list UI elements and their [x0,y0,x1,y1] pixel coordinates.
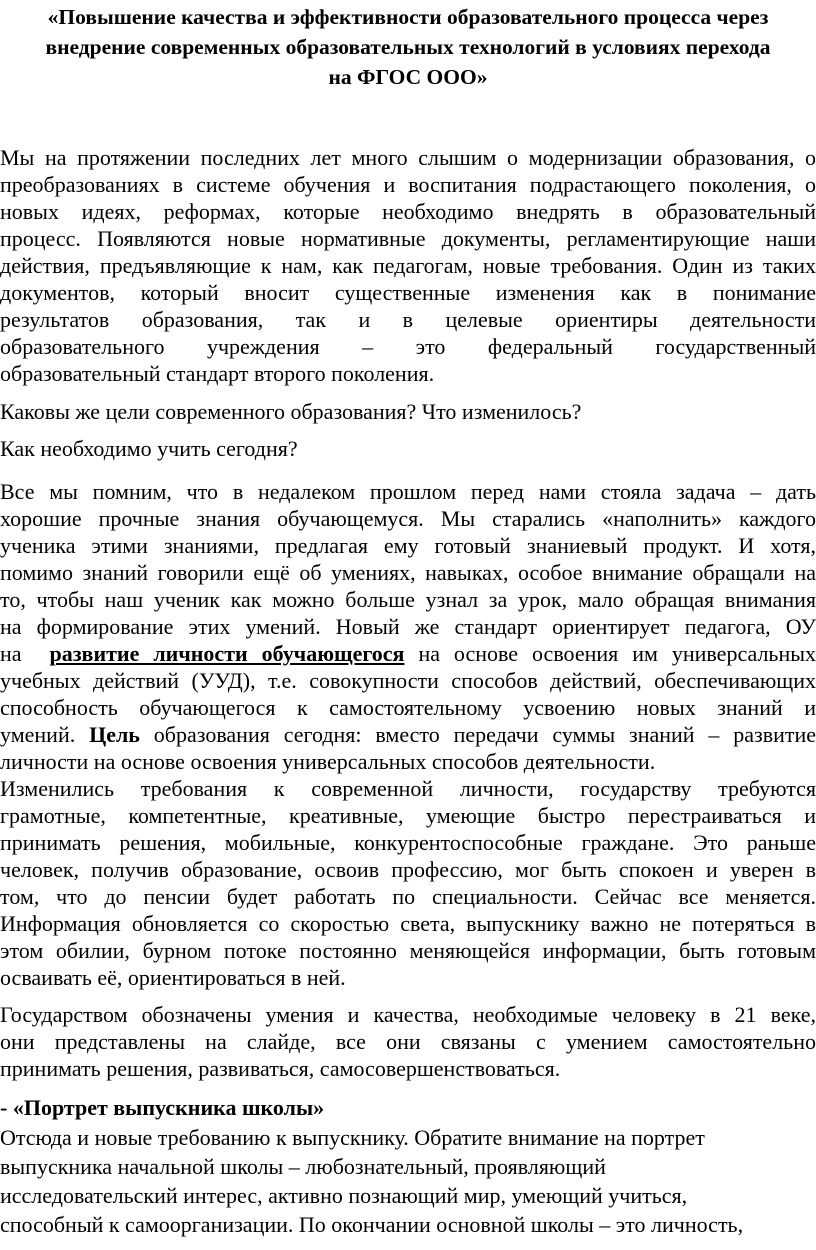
paragraph-line: том, что до пенсии будет работать по специальности. Сейчас все меняется. [0,884,816,909]
paragraph-line: Отсюда и новые требованию к выпускнику. Обратите внимание на портрет [0,1125,705,1150]
paragraph-line: документов, который вносит существенные изменения как в понимание [0,280,816,305]
paragraph-line: хорошие прочные знания обучающемуся. Мы старались «наполнить» каждого [0,506,816,531]
text-run: умений. [0,722,76,747]
paragraph-line: преобразованиях в системе обучения и воспитания подрастающего поколения, о [0,172,816,197]
paragraph-line: Информация обновляется со скоростью света, выпускнику важно не потеряться в [0,911,816,936]
paragraph-line: Все мы помним, что в недалеком прошлом перед нами стояла задача – дать [0,479,816,504]
paragraph-line: процесс. Появляются новые нормативные документы, регламентирующие наши [0,226,816,251]
paragraph-line: на формирование этих умений. Новый же стандарт ориентирует педагога, ОУ [0,614,816,639]
paragraph-line: результатов образования, так и в целевые ориентиры деятельности [0,307,816,332]
paragraph-line: человек, получив образование, освоив профессию, мог быть спокоен и уверен в [0,857,816,882]
text-run: на [0,641,22,666]
paragraph-line: то, чтобы наш ученик как можно больше узнал за урок, мало обращая внимания [0,587,816,612]
paragraph-line: образовательного учреждения – это федеральный государственный [0,334,816,359]
paragraph-line-mixed [0,720,816,750]
bold-word: Цель [89,722,140,747]
paragraph-line: грамотные, компетентные, креативные, умеющие быстро перестраиваться и [0,803,816,828]
title-line: на ФГОС ООО» [328,65,488,89]
paragraph-line: Изменились требования к современной личности, государству требуются [0,776,816,801]
paragraph-line: Мы на протяжении последних лет много слышим о модернизации образования, о [0,145,816,170]
paragraph-line: образовательный стандарт второго поколения. [0,361,435,386]
title-line: внедрение современных образовательных технологий в условиях перехода [45,35,771,59]
document-title [0,2,816,92]
question-line: Каковы же цели современного образования? Что изменилось? [0,399,582,424]
paragraph-line: осваивать её, ориентироваться в ней. [0,965,346,990]
paragraph-line: принимать решения, развиваться, самосовершенствоваться. [0,1056,561,1081]
paragraph-line-mixed [0,639,816,669]
paragraph-line: этом обилии, бурном потоке постоянно меняющейся информации, быть готовым [0,938,816,963]
paragraph-line: исследовательский интерес, активно познающий мир, умеющий учиться, [0,1183,688,1208]
paragraph-line: способный к самоорганизации. По окончании основной школы – это личность, [0,1212,744,1237]
question-line: Как необходимо учить сегодня? [0,436,298,461]
paragraph-line: ученика этими знаниями, предлагая ему готовый знаниевый продукт. И хотя, [0,533,816,558]
paragraph-line: учебных действий (УУД), т.е. совокупности способов действий, обеспечивающих [0,668,816,693]
paragraph-line: личности на основе освоения универсальных способов деятельности. [0,749,656,774]
paragraph-line: способность обучающегося к самостоятельному усвоению новых знаний и [0,695,816,720]
text-run: на основе освоения им универсальных [418,641,816,666]
underlined-phrase: развитие личности обучающегося [49,641,405,666]
paragraph-line: помимо знаний говорили ещё об умениях, навыках, особое внимание обращали на [0,560,816,585]
paragraph-line: Государством обозначены умения и качества, необходимые человеку в 21 веке, [0,1002,816,1027]
paragraph-line: выпускника начальной школы – любознательный, проявляющий [0,1154,606,1179]
title-line: «Повышение качества и эффективности образовательного процесса через [47,5,769,29]
paragraph-line: они представлены на слайде, все они связаны с умением самостоятельно [0,1029,816,1054]
paragraph-line: новых идеях, реформах, которые необходимо внедрять в образовательный [0,199,816,224]
section-heading: - «Портрет выпускника школы» [0,1095,325,1120]
paragraph-line: принимать решения, мобильные, конкурентоспособные граждане. Это раньше [0,830,816,855]
text-run: образования сегодня: вместо передачи суммы знаний – развитие [153,722,816,747]
paragraph-line: действия, предъявляющие к нам, как педагогам, новые требования. Один из таких [0,253,816,278]
